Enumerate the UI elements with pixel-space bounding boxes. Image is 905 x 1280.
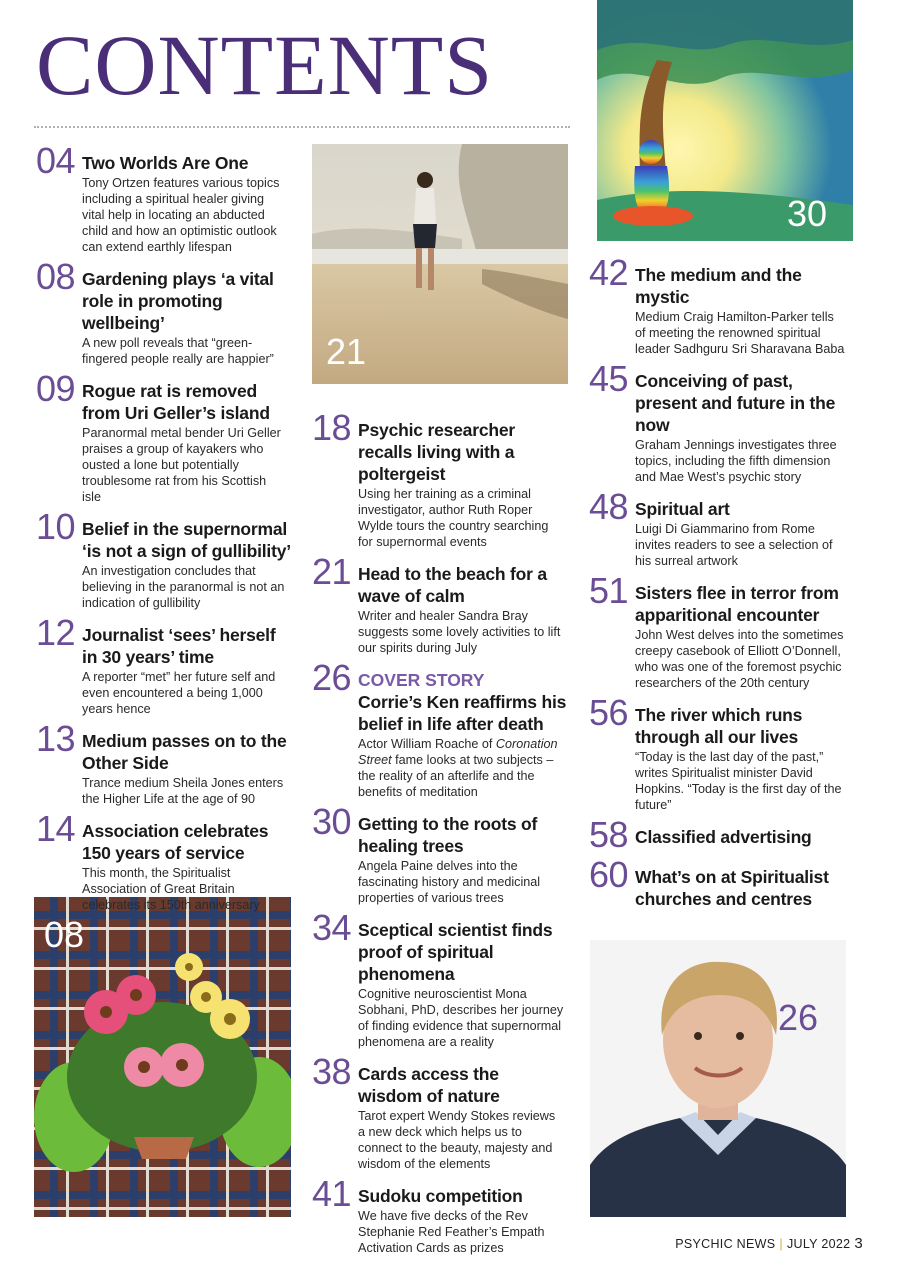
- entry-description: Writer and healer Sandra Bray suggests some lovely activities to lift our spirits during July: [358, 609, 561, 655]
- entry-page-number: 51: [589, 570, 629, 611]
- entry-page-number: 38: [312, 1051, 352, 1092]
- entry-description: Trance medium Sheila Jones enters the Higher Life at the age of 90: [82, 776, 284, 806]
- page-number: 3: [854, 1235, 863, 1252]
- beach-photo: [312, 144, 568, 384]
- entry-description: Graham Jennings investigates three topics, including the fifth dimension and Mae West’s psychic story: [635, 438, 837, 484]
- entry-page-number: 34: [312, 907, 352, 948]
- entry-headline: Corrie’s Ken reaffirms his belief in life after death: [358, 692, 567, 734]
- contents-column-3: [589, 252, 859, 910]
- entry-description: [358, 736, 568, 800]
- contents-entry[interactable]: [589, 486, 859, 569]
- entry-description: This month, the Spiritualist Association of Great Britain celebrates its 150th anniversary: [82, 866, 260, 912]
- entry-description: Paranormal metal bender Uri Geller praises a group of kayakers who ousted a lone but potentially troublesome rat from his Scottish isle: [82, 426, 281, 504]
- contents-entry[interactable]: [312, 801, 572, 906]
- contents-entry[interactable]: [312, 1051, 572, 1172]
- entry-page-number: 14: [36, 808, 76, 849]
- portrait-photo: [590, 940, 846, 1217]
- contents-entry[interactable]: [36, 808, 296, 913]
- entry-page-number: 12: [36, 612, 76, 653]
- entry-page-number: 60: [589, 854, 629, 895]
- entry-description: Using her training as a criminal investigator, author Ruth Roper Wylde tours the country searching for supernormal events: [358, 487, 549, 549]
- entry-page-number: 13: [36, 718, 76, 759]
- entry-page-number: 04: [36, 140, 76, 181]
- photo-number-21: 21: [326, 331, 367, 372]
- portrait-illustration: [590, 940, 846, 1217]
- flowers-illustration: [34, 897, 291, 1217]
- page-title: CONTENTS: [36, 17, 494, 113]
- issue-date: JULY 2022: [786, 1237, 851, 1251]
- contents-entry[interactable]: [36, 718, 296, 807]
- beach-illustration: [312, 144, 568, 384]
- contents-entry[interactable]: [36, 140, 296, 255]
- entry-headline: Two Worlds Are One: [82, 153, 249, 173]
- contents-entry[interactable]: [36, 256, 296, 367]
- entry-description: An investigation concludes that believing in the paranormal is not an indication of gullibility: [82, 564, 285, 610]
- entry-page-number: 26: [312, 657, 352, 698]
- cover-story-label: COVER STORY: [358, 670, 485, 690]
- contents-entry[interactable]: [589, 814, 859, 855]
- entry-page-number: 10: [36, 506, 76, 547]
- entry-page-number: 48: [589, 486, 629, 527]
- entry-headline: Association celebrates 150 years of service: [82, 821, 269, 863]
- entry-page-number: 41: [312, 1173, 352, 1214]
- entry-headline: Sudoku competition: [358, 1186, 523, 1206]
- entry-description: Luigi Di Giammarino from Rome invites readers to see a selection of his surreal artwork: [635, 522, 833, 568]
- entry-page-number: 08: [36, 256, 76, 297]
- dotted-divider: [34, 126, 570, 128]
- entry-headline: Head to the beach for a wave of calm: [358, 564, 547, 606]
- contents-entry[interactable]: [312, 1173, 572, 1256]
- contents-entry[interactable]: [589, 692, 859, 813]
- entry-headline: Sisters flee in terror from apparitional encounter: [635, 583, 839, 625]
- entry-headline: Cards access the wisdom of nature: [358, 1064, 500, 1106]
- entry-headline: Rogue rat is removed from Uri Geller’s island: [82, 381, 270, 423]
- entry-headline: Journalist ‘sees’ herself in 30 years’ time: [82, 625, 276, 667]
- entry-page-number: 21: [312, 551, 352, 592]
- photo-number-08: 08: [44, 914, 85, 955]
- entry-description: “Today is the last day of the past,” writes Spiritualist minister David Hopkins. “Today is the first day of the future”: [635, 750, 842, 812]
- entry-headline: The river which runs through all our lives: [635, 705, 803, 747]
- contents-entry[interactable]: [312, 657, 572, 800]
- contents-column-1: [36, 140, 296, 913]
- entry-headline: Spiritual art: [635, 499, 730, 519]
- entry-headline: Gardening plays ‘a vital role in promoting wellbeing’: [82, 269, 274, 333]
- footer-separator: |: [779, 1237, 783, 1251]
- entry-description: A new poll reveals that “green-fingered people really are happier”: [82, 336, 274, 366]
- entry-headline: Sceptical scientist finds proof of spiritual phenomena: [358, 920, 553, 984]
- entry-description: Cognitive neuroscientist Mona Sobhani, PhD, describes her journey of finding evidence that supernormal phenomena are a reality: [358, 987, 564, 1049]
- contents-entry[interactable]: [589, 570, 859, 691]
- entry-page-number: 30: [312, 801, 352, 842]
- entry-headline: The medium and the mystic: [635, 265, 802, 307]
- entry-headline: Psychic researcher recalls living with a poltergeist: [358, 420, 515, 484]
- page-footer: [675, 1235, 863, 1252]
- entry-description: Medium Craig Hamilton-Parker tells of meeting the renowned spiritual leader Sadhguru Sri Sharavana Baba: [635, 310, 845, 356]
- contents-entry[interactable]: [312, 907, 572, 1050]
- entry-headline: What’s on at Spiritualist churches and centres: [635, 867, 829, 909]
- entry-description: Tarot expert Wendy Stokes reviews a new deck which helps us to connect to the beauty, majesty and wisdom of the elements: [358, 1109, 556, 1171]
- contents-entry[interactable]: [312, 407, 572, 550]
- entry-page-number: 18: [312, 407, 352, 448]
- entry-headline: Belief in the supernormal ‘is not a sign of gullibility’: [82, 519, 291, 561]
- entry-description: A reporter “met” her future self and even encountered a being 1,000 years hence: [82, 670, 276, 716]
- entry-description: Tony Ortzen features various topics including a spiritual healer giving vital help in locating an abducted child and how an optimistic outlook can extend earthly lifespan: [82, 176, 280, 254]
- entry-page-number: 45: [589, 358, 629, 399]
- meditation-photo: [597, 0, 853, 241]
- entry-headline: Getting to the roots of healing trees: [358, 814, 538, 856]
- desc-text: fame looks at two subjects – the reality of an afterlife and the benefits of meditation: [358, 753, 554, 799]
- entry-description: John West delves into the sometimes creepy casebook of Elliott O’Donnell, who was one of the foremost psychic researchers of the 20th century: [635, 628, 844, 690]
- contents-entry[interactable]: [36, 368, 296, 505]
- photo-number-26: 26: [778, 997, 819, 1038]
- flowers-photo: [34, 897, 291, 1217]
- meditation-illustration: [597, 0, 853, 241]
- entry-page-number: 42: [589, 252, 629, 293]
- contents-column-2: [312, 407, 572, 1256]
- desc-text: Actor William Roache of: [358, 737, 496, 751]
- entry-headline: Medium passes on to the Other Side: [82, 731, 287, 773]
- entry-page-number: 09: [36, 368, 76, 409]
- entry-description: We have five decks of the Rev Stephanie Red Feather’s Empath Activation Cards as prizes: [358, 1209, 545, 1255]
- entry-page-number: 56: [589, 692, 629, 733]
- contents-entry[interactable]: [36, 506, 296, 611]
- desc-emphasis: Coronation Street: [358, 737, 558, 767]
- entry-page-number: 58: [589, 814, 629, 855]
- contents-entry[interactable]: [589, 252, 859, 357]
- entry-headline: Classified advertising: [635, 827, 812, 847]
- entry-description: Angela Paine delves into the fascinating history and medicinal properties of various trees: [358, 859, 541, 905]
- photo-number-30: 30: [787, 193, 828, 234]
- contents-entry[interactable]: [589, 358, 859, 485]
- contents-entry[interactable]: [36, 612, 296, 717]
- contents-entry[interactable]: [312, 551, 572, 656]
- magazine-name: PSYCHIC NEWS: [675, 1237, 776, 1251]
- contents-entry[interactable]: [589, 854, 859, 910]
- entry-headline: Conceiving of past, present and future in the now: [635, 371, 836, 435]
